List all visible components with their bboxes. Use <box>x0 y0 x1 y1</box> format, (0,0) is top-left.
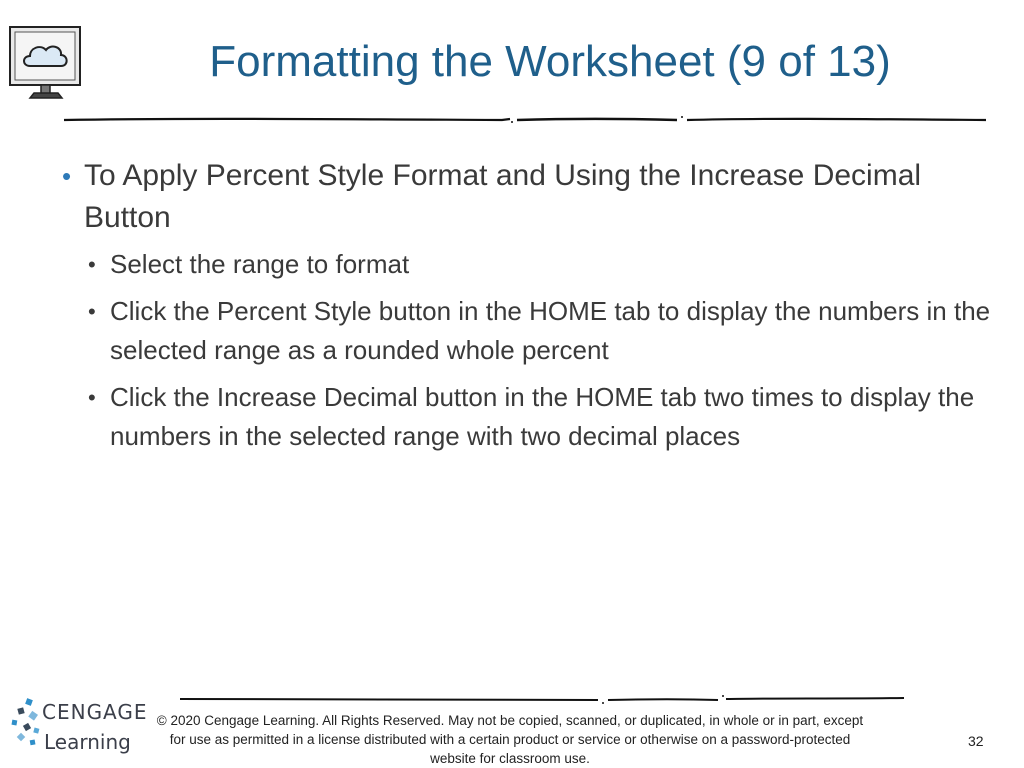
sub-bullet-1: • Select the range to format <box>62 245 1002 284</box>
copyright-notice: © 2020 Cengage Learning. All Rights Reserved. May not be copied, scanned, or duplicated, in whole or in part, except for use as permitted in a license distributed with a certain product or service or otherwise on a password-protected website for classroom use. <box>156 713 864 766</box>
footer-divider <box>178 690 908 708</box>
sub-bullet-3: • Click the Increase Decimal button in the HOME tab two times to display the numbers in the selected range with two decimal places <box>62 378 1002 456</box>
title-divider <box>62 110 990 130</box>
logo-wordmark-learning: Learning <box>44 730 131 754</box>
main-bullet: • To Apply Percent Style Format and Using the Increase Decimal Button <box>62 155 1002 239</box>
slide-title: Formatting the Worksheet (9 of 13) <box>209 37 891 86</box>
logo-wordmark-cengage: CENGAGE <box>42 700 148 724</box>
cloud-monitor-icon <box>8 24 84 102</box>
slide-body <box>62 155 1002 464</box>
page-number: 32 <box>968 733 984 749</box>
sub-bullet-2: • Click the Percent Style button in the HOME tab to display the numbers in the selected range as a rounded whole percent <box>62 292 1002 370</box>
